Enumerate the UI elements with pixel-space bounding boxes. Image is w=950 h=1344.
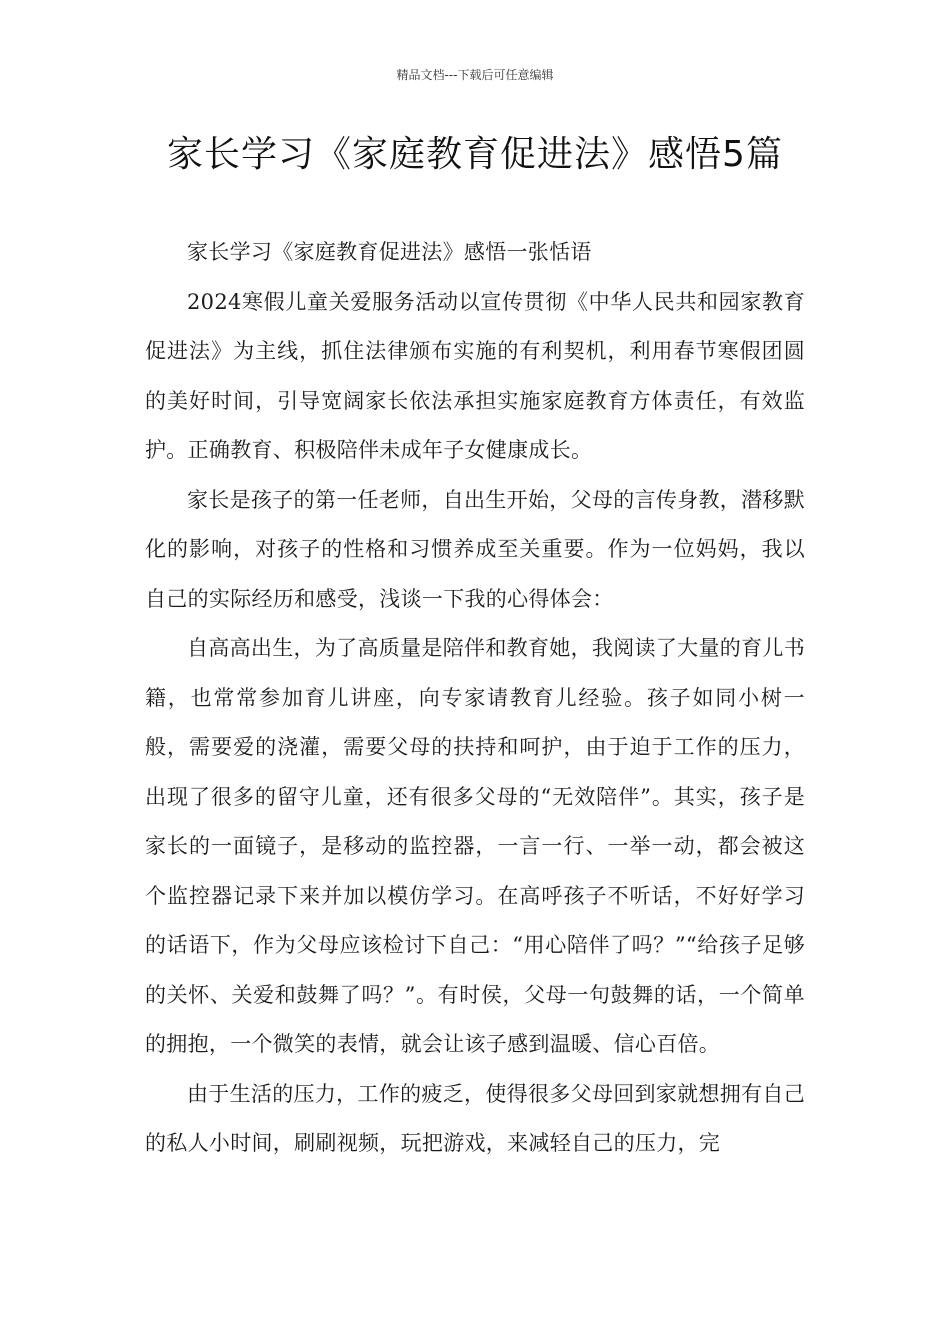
document-title: 家长学习《家庭教育促进法》感悟5篇 bbox=[167, 134, 783, 175]
paragraph: 2024寒假儿童关爱服务活动以宣传贯彻《中华人民共和园家教育促进法》为主线，抓住法律颁布实施的有利契机，利用春节寒假团圆的美好时间，引导宽阔家长依法承担实施家庭教育方体责任，有效监护。正确教育、积极陪伴未成年子女健康成长。 bbox=[145, 289, 805, 462]
header-note: 精品文档---下载后可任意编辑 bbox=[396, 68, 554, 82]
paragraph: 自高高出生，为了高质量是陪伴和教育她，我阅读了大量的育儿书籍，也常常参加育儿讲座，向专家请教育儿经验。孩子如同小树一般，需要爱的浇灌，需要父母的扶持和呵护，由于迫于工作的压力，出现了很多的留守儿童，还有很多父母的“无效陪伴”。其实，孩子是家长的一面镜子，是移动的监控器，一言一行、一举一动，都会被这个监控器记录下来并加以模仿学习。在高呼孩子不听话，不好好学习的话语下，作为父母应该检讨下自己：“用心陪伴了吗？”“给孩子足够的关怀、关爱和鼓舞了吗？”。有时侯，父母一句鼓舞的话，一个简单的拥抱，一个微笑的表情，就会让该子感到温暖、信心百倍。 bbox=[145, 636, 805, 1056]
document-body bbox=[145, 228, 805, 1169]
paragraph-subtitle: 家长学习《家庭教育促进法》感悟一张恬语 bbox=[187, 240, 592, 264]
paragraph: 家长是孩子的第一任老师，自出生开始，父母的言传身教，潜移默化的影响，对孩子的性格和习惯养成至关重要。作为一位妈妈，我以自己的实际经历和感受，浅谈一下我的心得体会： bbox=[145, 487, 805, 611]
paragraph: 由于生活的压力，工作的疲乏，使得很多父母回到家就想拥有自己的私人小时间，刷刷视频，玩把游戏，来减轻自己的压力，完 bbox=[145, 1081, 805, 1155]
